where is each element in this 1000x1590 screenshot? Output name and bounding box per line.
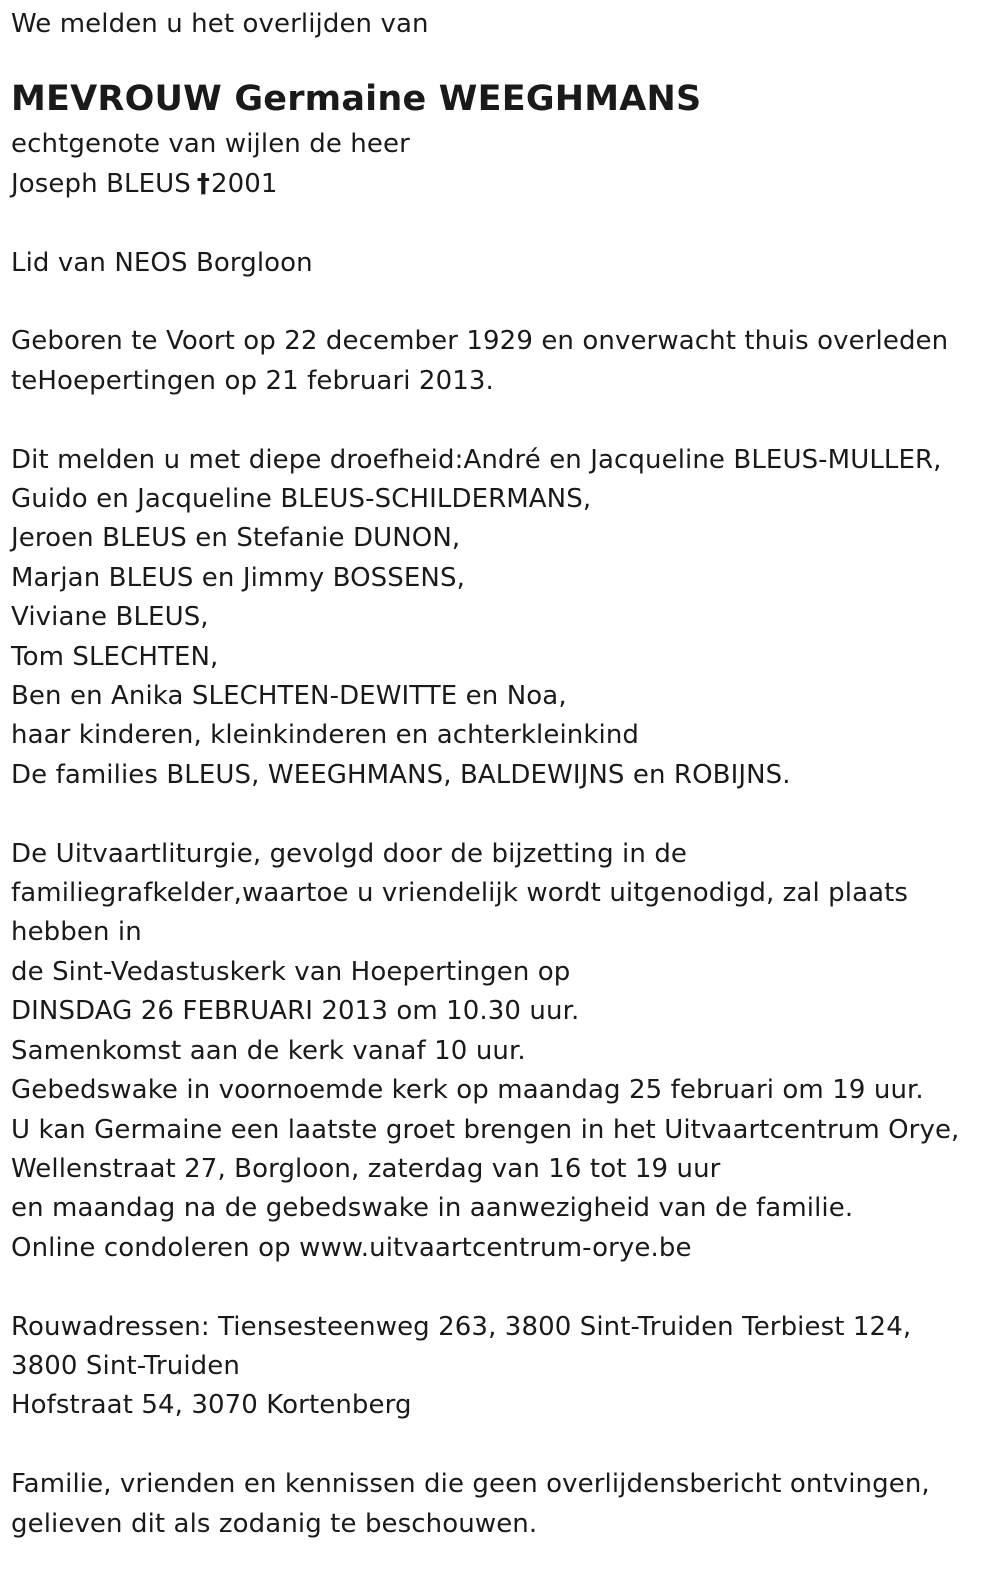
- cross-icon: †: [196, 168, 210, 199]
- text-line: teHoepertingen op 21 februari 2013.: [11, 365, 494, 396]
- address-line: Hofstraat 54, 3070 Kortenberg: [11, 1390, 412, 1421]
- spouse-line: echtgenote van wijlen de heer: [11, 129, 410, 160]
- closing-line: gelieven dit als zodanig te beschouwen.: [11, 1508, 538, 1539]
- intro-text: We melden u het overlijden van: [11, 9, 429, 39]
- birth-death-section: [11, 322, 986, 401]
- ceremony-line: DINSDAG 26 FEBRUARI 2013 om 10.30 uur.: [11, 996, 580, 1027]
- family-line: Viviane BLEUS,: [11, 602, 209, 633]
- family-line: Guido en Jacqueline BLEUS-SCHILDERMANS,: [11, 484, 592, 515]
- family-line: Marjan BLEUS en Jimmy BOSSENS,: [11, 562, 465, 593]
- address-line: 3800 Sint-Truiden: [11, 1350, 240, 1381]
- address-line: Rouwadressen: Tiensesteenweg 263, 3800 Sint-Truiden Terbiest 124,: [11, 1311, 912, 1342]
- ceremony-line: Samenkomst aan de kerk vanaf 10 uur.: [11, 1035, 526, 1066]
- online-condolence-line: Online condoleren op www.uitvaartcentrum-orye.be: [11, 1232, 692, 1263]
- family-line: Dit melden u met diepe droefheid:André en Jacqueline BLEUS-MULLER,: [11, 444, 942, 475]
- ceremony-line: en maandag na de gebedswake in aanwezigheid van de familie.: [11, 1193, 854, 1224]
- ceremony-line: familiegrafkelder,waartoe u vriendelijk wordt uitgenodigd, zal plaats: [11, 878, 909, 909]
- family-line: haar kinderen, kleinkinderen en achterkleinkind: [11, 720, 640, 751]
- membership-line: Lid van NEOS Borgloon: [11, 247, 313, 278]
- family-line: Ben en Anika SLECHTEN-DEWITTE en Noa,: [11, 681, 567, 712]
- addresses-section: [11, 1308, 986, 1426]
- spouse-name-line: [11, 165, 986, 204]
- death-notice: [11, 0, 986, 1544]
- deceased-name: MEVROUW Germaine WEEGHMANS: [11, 79, 702, 120]
- ceremony-line: Gebedswake in voornoemde kerk op maandag 25 februari om 19 uur.: [11, 1075, 924, 1106]
- spouse-name: Joseph BLEUS: [11, 168, 191, 199]
- family-line: De families BLEUS, WEEGHMANS, BALDEWIJNS en ROBIJNS.: [11, 759, 791, 790]
- text-line: Geboren te Voort op 22 december 1929 en onverwacht thuis overleden: [11, 326, 949, 357]
- spouse-death-year: 2001: [210, 168, 278, 199]
- ceremony-line: U kan Germaine een laatste groet brengen in het Uitvaartcentrum Orye,: [11, 1114, 960, 1145]
- ceremony-line: Wellenstraat 27, Borgloon, zaterdag van 16 tot 19 uur: [11, 1153, 721, 1184]
- family-section: [11, 441, 986, 796]
- family-line: Tom SLECHTEN,: [11, 641, 219, 672]
- ceremony-line: de Sint-Vedastuskerk van Hoepertingen op: [11, 956, 571, 987]
- ceremony-section: [11, 835, 986, 1268]
- ceremony-line: hebben in: [11, 917, 142, 948]
- ceremony-line: De Uitvaartliturgie, gevolgd door de bijzetting in de: [11, 838, 688, 869]
- closing-line: Familie, vrienden en kennissen die geen overlijdensbericht ontvingen,: [11, 1469, 930, 1500]
- family-line: Jeroen BLEUS en Stefanie DUNON,: [11, 523, 461, 554]
- closing-section: [11, 1465, 986, 1544]
